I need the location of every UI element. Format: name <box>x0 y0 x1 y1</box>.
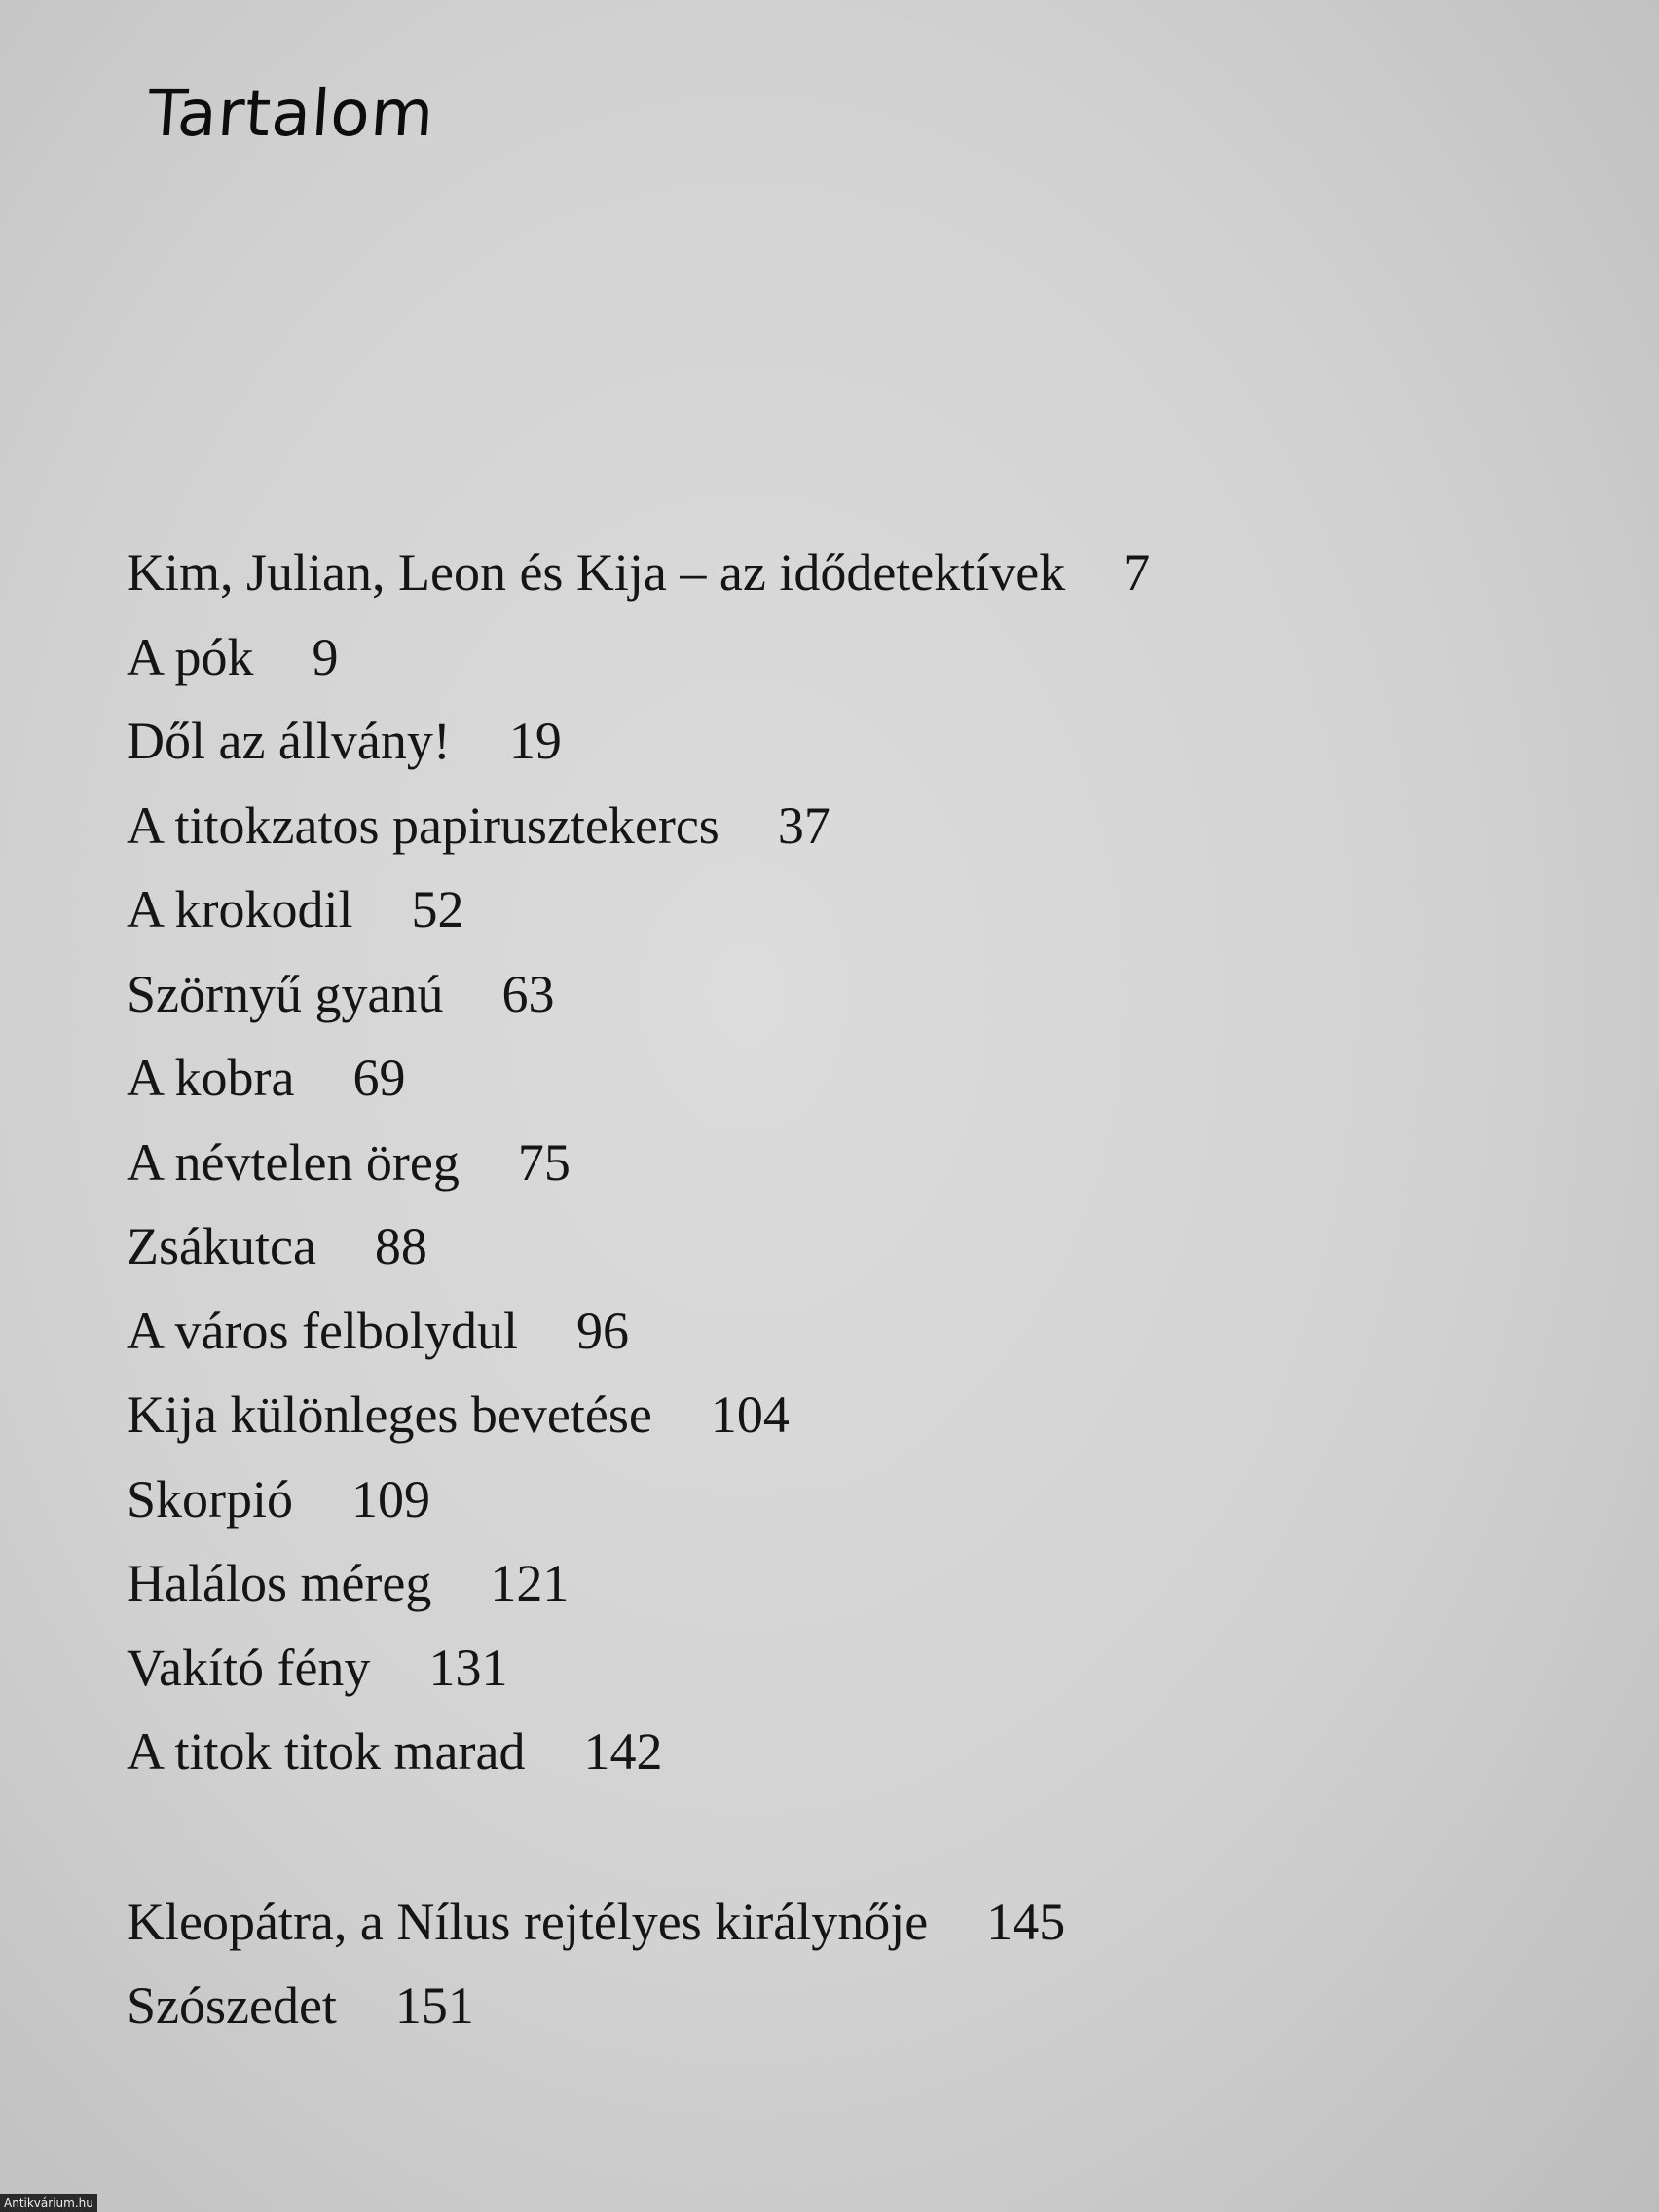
table-of-contents <box>127 531 1392 2048</box>
toc-entry-title: A krokodil <box>127 880 353 939</box>
toc-entry-page: 75 <box>517 1132 571 1192</box>
toc-entry <box>127 1036 1392 1121</box>
toc-entry-page: 52 <box>411 880 464 939</box>
toc-entry <box>127 1204 1392 1289</box>
toc-entry-page: 145 <box>986 1892 1066 1951</box>
toc-entry <box>127 1289 1392 1374</box>
toc-entry-title: Kija különleges bevetése <box>127 1385 652 1444</box>
toc-entry-title: Dől az állvány! <box>127 712 451 770</box>
toc-chapters <box>127 531 1392 1794</box>
watermark: Antikvárium.hu <box>0 2194 97 2212</box>
toc-entry-page: 109 <box>351 1469 431 1529</box>
toc-entry-page: 63 <box>501 964 555 1023</box>
toc-entry <box>127 1710 1392 1794</box>
toc-entry-page: 121 <box>490 1554 570 1612</box>
toc-entry <box>127 867 1392 952</box>
toc-entry-page: 7 <box>1124 543 1151 602</box>
toc-entry <box>127 615 1392 700</box>
toc-entry-title: Skorpió <box>127 1469 294 1529</box>
toc-entry-page: 142 <box>583 1722 663 1781</box>
toc-entry-page: 151 <box>394 1976 474 2035</box>
toc-entry <box>127 1880 1392 1965</box>
toc-entry-title: A kobra <box>127 1049 295 1107</box>
toc-entry <box>127 1541 1392 1626</box>
toc-entry <box>127 699 1392 784</box>
toc-entry <box>127 952 1392 1037</box>
toc-entry-title: A névtelen öreg <box>127 1132 460 1192</box>
toc-entry <box>127 1373 1392 1457</box>
page-title: Tartalom <box>145 76 438 151</box>
toc-entry <box>127 1457 1392 1542</box>
toc-entry-title: A pók <box>127 627 254 686</box>
toc-entry-page: 69 <box>352 1049 406 1107</box>
toc-entry-page: 104 <box>710 1385 790 1444</box>
toc-entry-title: Szószedet <box>127 1976 337 2035</box>
toc-entry-title: Vakító fény <box>127 1638 371 1697</box>
toc-entry-title: A város felbolydul <box>127 1301 518 1360</box>
toc-entry-page: 9 <box>312 627 339 686</box>
toc-entry-page: 19 <box>508 712 562 770</box>
toc-entry-title: Kleopátra, a Nílus rejtélyes királynője <box>127 1892 929 1951</box>
toc-entry-page: 37 <box>777 795 830 855</box>
toc-entry <box>127 1121 1392 1205</box>
toc-entry <box>127 531 1392 615</box>
toc-entry-title: Kim, Julian, Leon és Kija – az idődetektívek <box>127 543 1066 602</box>
toc-entry <box>127 1626 1392 1711</box>
toc-entry-page: 96 <box>575 1301 629 1360</box>
toc-appendix <box>127 1880 1392 2048</box>
toc-entry-title: A titok titok marad <box>127 1722 526 1781</box>
toc-entry-title: Szörnyű gyanú <box>127 964 444 1023</box>
toc-entry-title: A titokzatos papirusztekercs <box>127 795 719 855</box>
toc-entry <box>127 784 1392 868</box>
toc-entry-title: Halálos méreg <box>127 1554 432 1612</box>
toc-entry-page: 131 <box>428 1638 508 1697</box>
toc-entry-title: Zsákutca <box>127 1217 316 1275</box>
toc-entry-page: 88 <box>374 1217 427 1275</box>
toc-entry <box>127 1964 1392 2048</box>
